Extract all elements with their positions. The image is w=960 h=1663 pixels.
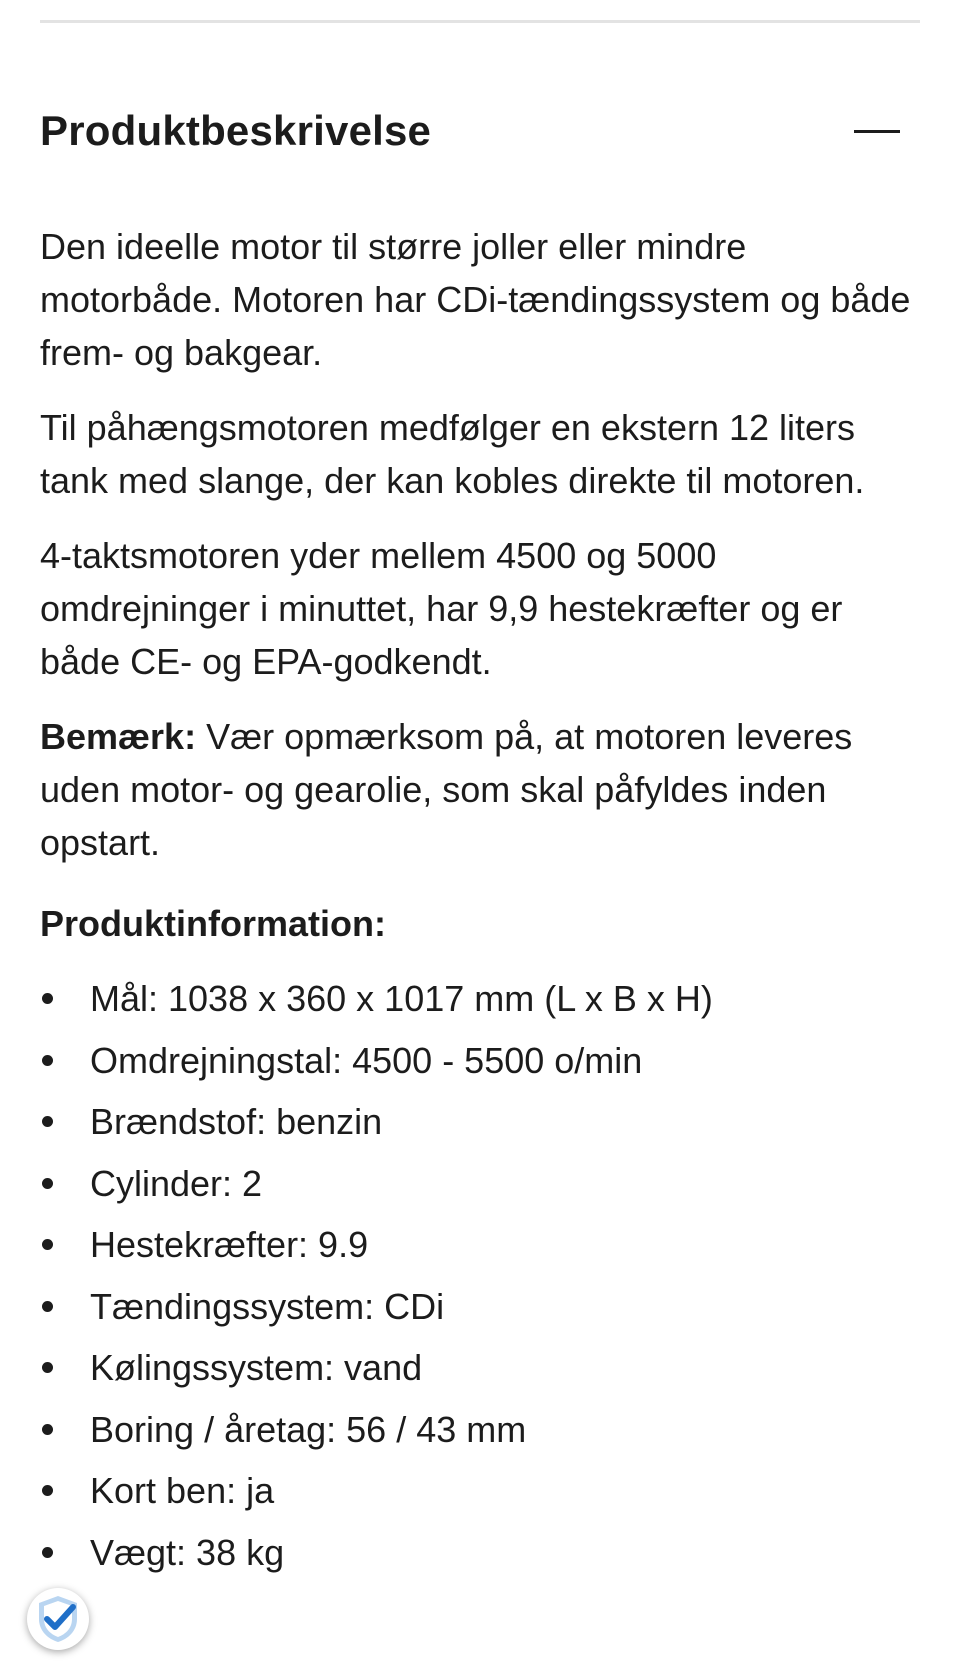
- bullet-icon: [42, 1424, 53, 1435]
- bullet-icon: [42, 1239, 53, 1250]
- spec-item: [40, 1091, 920, 1153]
- description-paragraph: Til påhængsmotoren medfølger en ekstern 12 liters tank med slange, der kan kobles direkte til motoren.: [40, 407, 865, 501]
- spec-text: Kølingssystem: vand: [90, 1347, 423, 1388]
- minus-icon: [854, 130, 900, 133]
- spec-item: [40, 968, 920, 1030]
- top-divider: [40, 20, 920, 23]
- product-description-header[interactable]: [40, 100, 920, 170]
- bullet-icon: [42, 1547, 53, 1558]
- note-text: Vær opmærksom på, at motoren leveres uden motor- og gearolie, som skal påfyldes inden opstart.: [40, 716, 853, 863]
- spec-text: Mål: 1038 x 360 x 1017 mm (L x B x H): [90, 978, 713, 1019]
- spec-item: [40, 1214, 920, 1276]
- spec-item: [40, 1337, 920, 1399]
- spec-text: Kort ben: ja: [90, 1470, 275, 1511]
- spec-item: [40, 1522, 920, 1584]
- bullet-icon: [42, 1116, 53, 1127]
- bullet-icon: [42, 1301, 53, 1312]
- bullet-icon: [42, 1485, 53, 1496]
- bullet-icon: [42, 993, 53, 1004]
- spec-text: Brændstof: benzin: [90, 1101, 383, 1142]
- product-info-heading: Produktinformation:: [40, 903, 386, 944]
- spec-text: Tændingssystem: CDi: [90, 1285, 445, 1327]
- spec-list: [40, 968, 920, 1583]
- spec-text: Hestekræfter: 9.9: [90, 1224, 369, 1265]
- description-paragraph: Den ideelle motor til større joller eller mindre motorbåde. Motoren har CDi-tændingssystem og både frem- og bakgear.: [40, 226, 911, 373]
- collapse-button[interactable]: [854, 110, 900, 156]
- spec-text: Cylinder: 2: [90, 1162, 263, 1204]
- spec-item: [40, 1030, 920, 1092]
- note-label: Bemærk:: [40, 716, 197, 757]
- spec-text: Omdrejningstal: 4500 - 5500 o/min: [90, 1039, 643, 1081]
- trust-badge-button[interactable]: [27, 1588, 89, 1650]
- product-description-content: [40, 220, 920, 1583]
- trust-checkmark-icon: [31, 1592, 85, 1646]
- spec-item: [40, 1153, 920, 1215]
- spec-item: [40, 1276, 920, 1338]
- spec-item: [40, 1399, 920, 1461]
- bullet-icon: [42, 1178, 53, 1189]
- spec-text: Boring / åretag: 56 / 43 mm: [90, 1408, 527, 1450]
- description-paragraph: 4-taktsmotoren yder mellem 4500 og 5000 omdrejninger i minuttet, har 9,9 hestekræfter og er både CE- og EPA-godkendt.: [40, 535, 843, 682]
- spec-item: [40, 1460, 920, 1522]
- bullet-icon: [42, 1362, 53, 1373]
- bullet-icon: [42, 1055, 53, 1066]
- note-paragraph: [40, 710, 920, 869]
- spec-text: Vægt: 38 kg: [90, 1531, 285, 1573]
- section-title: Produktbeskrivelse: [40, 107, 432, 154]
